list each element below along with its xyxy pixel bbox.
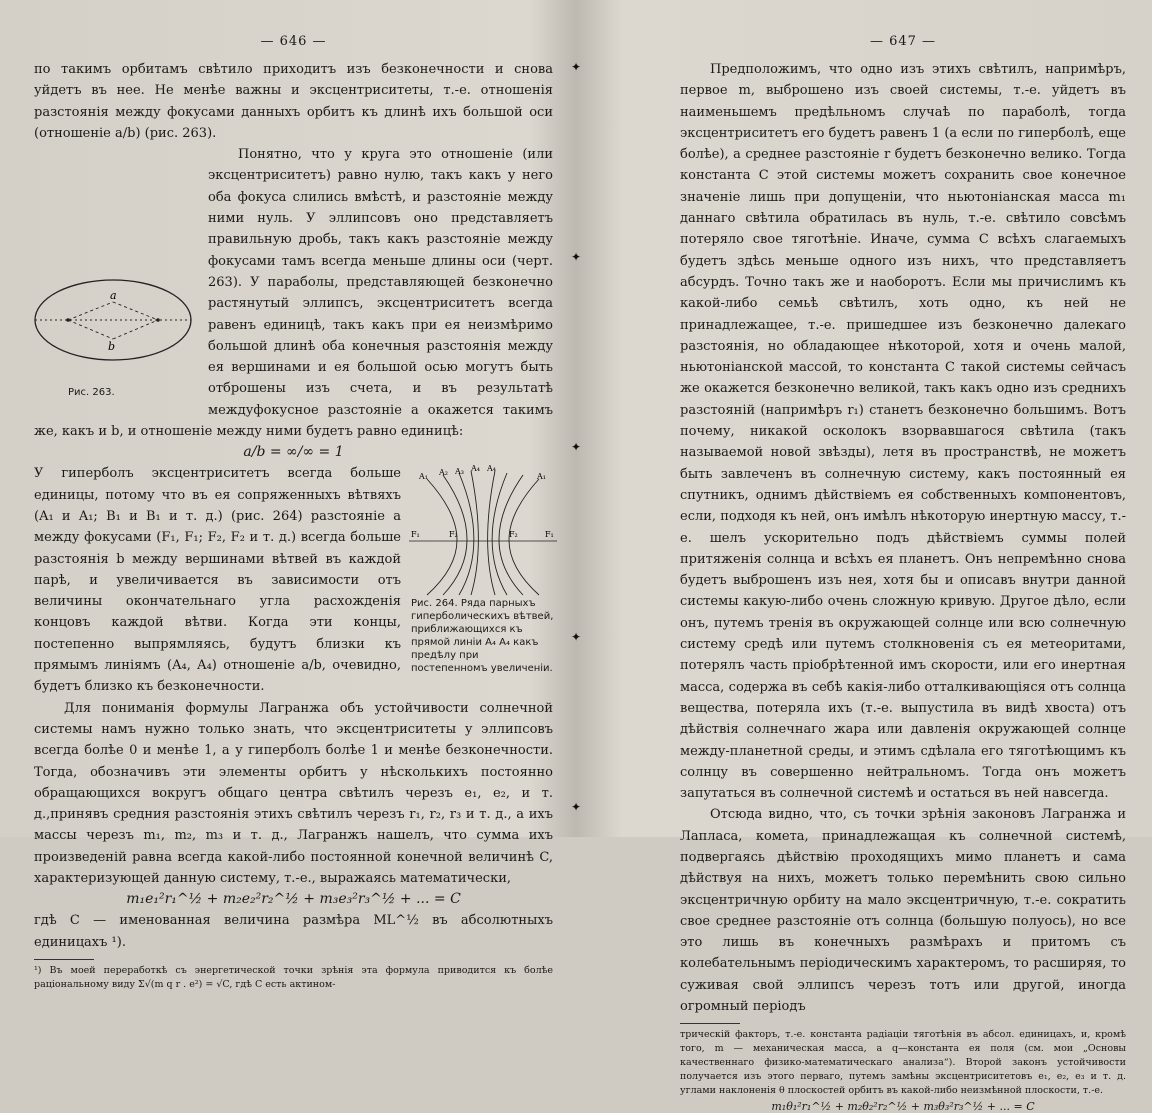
left-paragraph-5: гдѣ C — именованная величина размѣра ML^½ въ абсолютныхъ единицахъ ¹). [34, 913, 553, 950]
left-footnote: ¹) Въ моей переработкѣ съ энергетической точки зрѣнія эта формула приводится къ болѣе раціональному виду Σ√(m q r . e²) = √C, гдѣ C есть актином- [34, 964, 553, 990]
binding-mark: ✦ [571, 800, 582, 814]
binding-mark: ✦ [571, 250, 582, 264]
figure-263 [28, 144, 200, 402]
left-page [0, 0, 575, 990]
fig263-label-b: b [108, 340, 116, 354]
binding-mark: ✦ [571, 630, 582, 644]
right-paragraph-2: Отсюда видно, что, съ точки зрѣнія законовъ Лагранжа и Лапласа, комета, принадлежащая къ солнечной системѣ, подвергаясь дѣйствію проходящихъ мимо планетъ и сама дѣйствуя на нихъ, можетъ только перемѣнить свою сильно эксцентричную орбиту на мало эксцентричную, т.-е. сократить свое среднее разстояніе отъ солнца (большую полуось), но все это лишь въ конечныхъ размѣрахъ и притомъ съ колебательнымъ періодическимъ характеромъ, то расширяя, то суживая свой эллипсъ черезъ тотъ или другой, иногда огромный періодъ [680, 807, 1126, 1015]
left-paragraph-4: Для пониманія формулы Лагранжа объ устойчивости солнечной системы намъ нужно только знать, что эксцентриситеты у эллипсовъ всегда болѣе 0 и менѣе 1, а у гиперболъ болѣе 1 и менѣе безконечности. Тогда, обозначивъ эти элементы орбитъ у нѣсколькихъ постоянно обращающихся вокругъ общаго центра свѣтилъ черезъ e₁, e₂, и т. д.,принявъ средния разстоянія этихъ свѣтилъ черезъ r₁, r₂, r₃ и т. д., а ихъ массы черезъ m₁, m₂, m₃ и т. д., Лагранжъ нашелъ, что сумма ихъ произведеній равна всегда какой-либо постоянной конечной величинѣ C, характеризующей данную систему, т.-е., выражаясь математически, [34, 700, 553, 886]
fig264-label-a4-right: A₄ [487, 464, 496, 474]
left-paragraph-1: по такимъ орбитамъ свѣтило приходитъ изъ безконечности и снова уйдетъ въ нее. Не менѣе важны и эксцентриситеты, т.-е. отношенія разстоянія между фокусами данныхъ орбитъ къ длинѣ ихъ большой оси (отношеніе a/b) (рис. 263). [34, 62, 553, 141]
fig264-label-f2-left: F₂ [449, 530, 458, 540]
fig263-label-a: a [110, 289, 117, 303]
binding-mark: ✦ [571, 440, 582, 454]
fig264-label-f1-left: F₁ [411, 530, 420, 540]
fig264-label-a3: A₃ [455, 467, 464, 477]
fig263-caption: Рис. 263. [68, 387, 115, 399]
right-page [577, 0, 1152, 1113]
footnote-formula: m₁θ₁²r₁^½ + m₂θ₂²r₂^½ + m₃θ₃²r₃^½ + ... = C [771, 1100, 1035, 1113]
page-number-left: — 646 — [260, 34, 327, 49]
right-footnote: трическій факторъ, т.-е. константа радіаціи тяготѣнія въ абсол. единицахъ, и, кромѣ того, m — механическая масса, а q—константа ея поля (см. мои „Основы качественнаго физико-математическаго анализа“). Второй законъ устойчивости получается изъ этого перваго, путемъ замѣны эксцентриситетовъ e₁, e₂, e₃ и т. д. углами наклоненія θ плоскостей орбитъ въ какой-либо неизмѣнной плоскости, т.-е. [680, 1029, 1126, 1097]
page-number-right: — 647 — [869, 34, 937, 49]
right-paragraph-1: Предположимъ, что одно изъ этихъ свѣтилъ, напримѣръ, первое m, выброшено изъ своей системы, т.-е. уйдетъ въ наименьшемъ предѣльномъ случаѣ по параболѣ, тогда эксцентриситетъ его будетъ равенъ 1 (а если по гиперболѣ, еще болѣе), а среднее разстояніе r будетъ безконечно велико. Тогда константа C этой системы можетъ сохранить свое конечное значеніе лишь при допущеніи, что ньютоніанская масса m₁ даннаго свѣтила обратилась въ нуль, т.-е. свѣтило совсѣмъ потеряло свое тяготѣніе. Иначе, сумма C всѣхъ слагаемыхъ будетъ здѣсь меньше одного изъ нихъ, что представляетъ абсурдъ. Точно такъ же и наоборотъ. Если мы причислимъ къ какой-либо семьѣ свѣтилъ, хоть одно, къ ней не принадлежащее, т.-е. пришедшее изъ безконечно далекаго разстоянія, но обладающее нѣкоторой, хотя и очень малой, ньютоніанской массой, то константа C такой системы сейчасъ же окажется безконечно великой, такъ какъ одно изъ среднихъ разстояній (напримѣръ r₁) станетъ безконечно большимъ. Вотъ почему, никакой осколокъ взорвавшагося свѣтила (такъ называемой новой звѣзды), летя въ пространствѣ, не можетъ быть завлеченъ въ солнечную систему, какъ постоянный ея спутникъ, однимъ дѣйствіемъ ея собственныхъ компонентовъ, если, подходя къ ней, онъ имѣлъ нѣкоторую инертную массу, т.-е. шелъ ускорительно подъ дѣйствіемъ суммы полей притяженія солнца и всѣхъ ея планетъ. Онъ непремѣнно снова будетъ выброшенъ изъ нея, хотя бы и описавъ внутри данной системы какую-либо очень сложную кривую. Другое дѣло, если онъ, путемъ тренія въ окружающей солнце или всю солнечную систему средѣ или путемъ столкновенія съ ея метеоритами, потерялъ часть пріобрѣтенной имъ скорости, или его инертная масса, содержа въ себѣ какія-либо отталкивающіяся отъ солнца вещества, потеряла ихъ (т.-е. выпустила въ видѣ хвоста) отъ дѣйствія солнечнаго жара или давленія окружающей солнце между-планетной среды, и этимъ сдѣлала его тяготѣющимъ къ солнцу въ совершенно нейтральномъ. Тогда онъ можетъ запутаться въ солнечной системѣ и остаться въ ней навсегда. [680, 62, 1126, 802]
fig264-label-a1-left: A₁ [419, 472, 428, 482]
left-paragraph-2: Понятно, что у круга это отношеніе (или эксцентриситетъ) равно нулю, такъ какъ у него оба фокуса слились вмѣстѣ, и разстояніе между ними нуль. У эллипсовъ оно представляетъ правильную дробь, такъ какъ разстояніе между фокусами тамъ всегда меньше длины оси (черт. 263). У параболы, представляющей безконечно растянутый эллипсъ, эксцентриситетъ всегда равенъ единицѣ, такъ какъ при ея неизмѣримо большой длинѣ оба конечныя разстоянія между ея вершинами и ея большой осью могутъ быть отброшены изъ счета, и въ результатѣ междуфокусное разстояніе a окажется такимъ же, какъ и b, и отношеніе между ними будетъ равно единицѣ: [34, 147, 553, 440]
figure-264 [409, 463, 557, 675]
formula-ratio: a/b = ∞/∞ = 1 [243, 444, 344, 461]
formula-lagrange: m₁e₁²r₁^½ + m₂e₂²r₂^½ + m₃e₃²r₃^½ + ... = C [126, 891, 461, 908]
binding-mark: ✦ [571, 60, 582, 74]
fig264-label-a2: A₂ [439, 468, 448, 478]
ellipse-diagram [28, 144, 200, 384]
fig264-label-f1-right: F₁ [545, 530, 554, 540]
footnote-divider-left [34, 959, 94, 960]
fig264-label-a1-right: A₁ [537, 472, 546, 482]
fig264-label-a4-left: A₄ [471, 464, 480, 474]
hyperbola-diagram [409, 463, 557, 595]
footnote-divider-right [680, 1023, 740, 1024]
fig264-caption: Рис. 264. Ряда парныхъ гиперболическихъ вѣтвей, приближающихся къ прямой линіи A₄ A₄ какъ предѣлу при постепенномъ увеличеніи. [411, 598, 554, 675]
left-paragraph-3: У гиперболъ эксцентриситетъ всегда больше единицы, потому что въ ея сопряженныхъ вѣтвяхъ (A₁ и A₁; B₁ и B₁ и т. д.) (рис. 264) разстояніе a между фокусами (F₁, F₁; F₂, F₂ и т. д.) всегда больше разстоянія b между вершинами вѣтвей въ каждой парѣ, и увеличивается въ зависимости отъ величины окончательнаго угла расхожденія концовъ каждой вѣтви. Когда эти концы, постепенно выпрямляясь, будутъ близки къ прямымъ линіямъ (A₄, A₄) отношеніе a/b, очевидно, будетъ близко къ безконечности. [34, 466, 401, 695]
fig264-label-f2-right: F₂ [509, 530, 518, 540]
